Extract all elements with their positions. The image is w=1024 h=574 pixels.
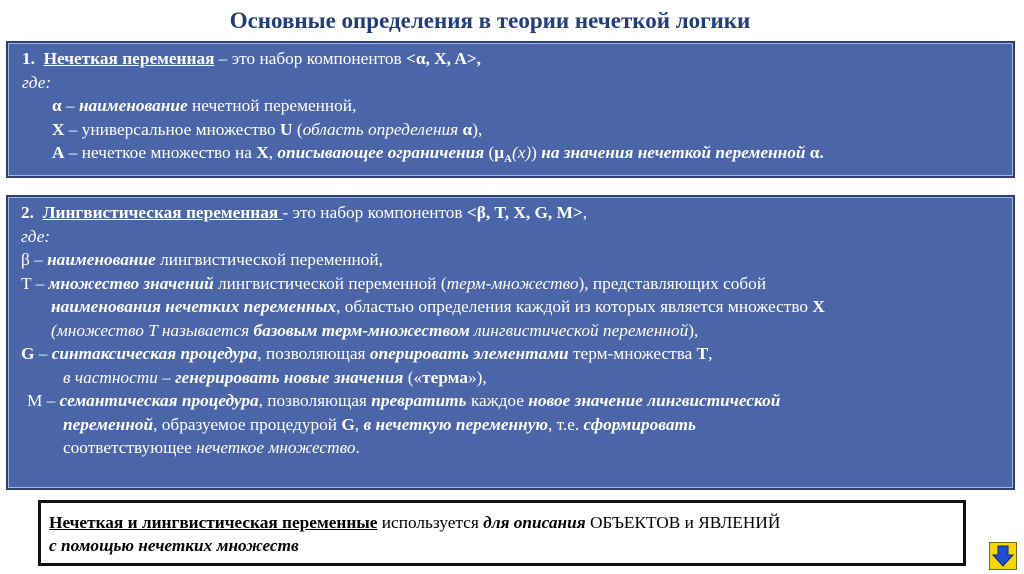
x-line: X – универсальное множество U (область определения α), <box>52 119 483 139</box>
alpha-line: α – наименование нечетной переменной, <box>52 96 357 115</box>
linguistic-variable-definition: 2. Лингвистическая переменная - это набор компонентов <β, T, X, G, M>, <box>21 203 588 222</box>
where-label: где: <box>22 72 52 92</box>
where-label: где: <box>21 226 51 246</box>
fuzzy-variable-term: Нечеткая переменная <box>43 49 215 68</box>
summary-line-1: Нечеткая и лингвистическая переменные используется для описания ОБЪЕКТОВ и ЯВЛЕНИЙ <box>49 513 781 532</box>
fuzzy-variable-definition: 1. Нечеткая переменная – это набор компонентов <α, X, A>, <box>22 49 481 68</box>
linguistic-variable-box <box>6 195 1015 490</box>
g-line-2: в частности – генерировать новые значения («терма»), <box>63 367 487 387</box>
t-line: T – множество значений лингвистической переменной (терм-множество), представляющих собой <box>21 273 767 293</box>
summary-line-2: с помощью нечетких множеств <box>49 536 299 555</box>
page-title: Основные определения в теории нечеткой логики <box>229 8 751 33</box>
t-line-2: наименования нечетких переменных, областью определения каждой из которых является множество X <box>51 297 825 316</box>
a-line: A – нечеткое множество на X, описывающее ограничения $(\mu_A(x))$ на значения нечеткой переменной α. <box>52 143 824 165</box>
t-line-3: (множество T называется базовым терм-множеством лингвистической переменной), <box>51 320 699 340</box>
beta-line: β – наименование лингвистической переменной, <box>21 250 383 269</box>
fuzzy-variable-box <box>6 41 1015 178</box>
m-line: M – семантическая процедура, позволяющая превратить каждое новое значение лингвистической <box>27 391 781 410</box>
down-arrow-icon[interactable] <box>989 542 1017 570</box>
m-line-3: соответствующее нечеткое множество. <box>63 438 360 457</box>
summary-box <box>38 500 966 566</box>
g-line: G – синтаксическая процедура, позволяющая оперировать элементами терм-множества T, <box>21 344 713 363</box>
m-line-2: переменной, образуемое процедурой G, в нечеткую переменную, т.е. сформировать <box>63 414 696 434</box>
linguistic-variable-term: Лингвистическая переменная <box>42 203 283 222</box>
